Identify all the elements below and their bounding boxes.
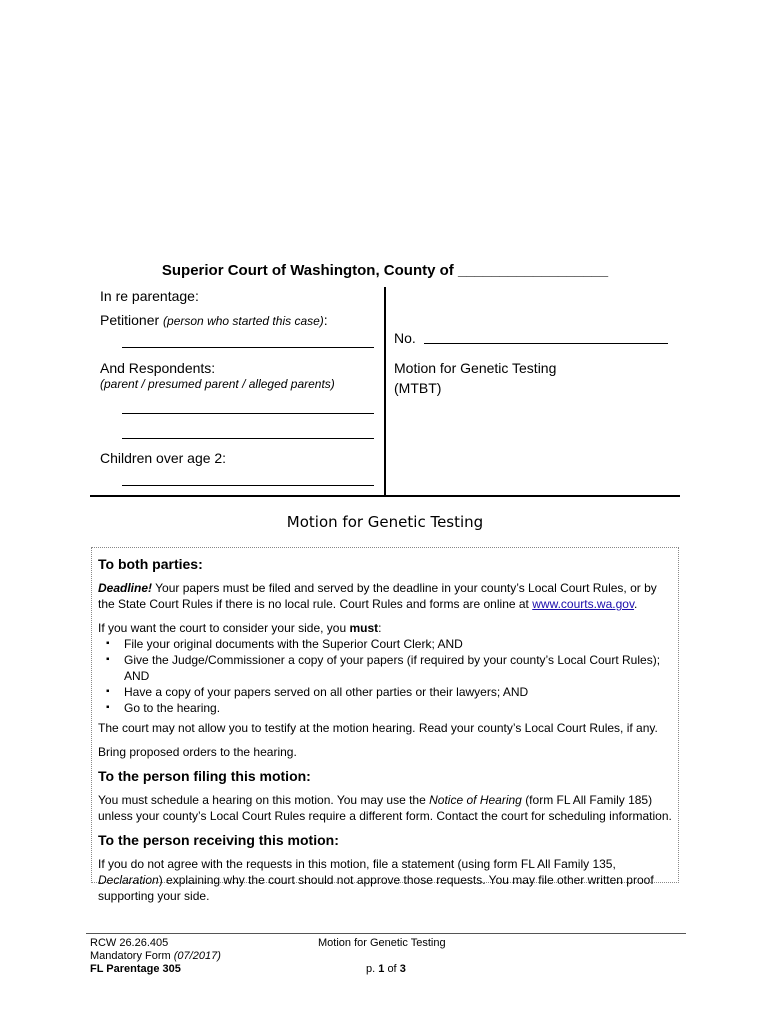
receiving-paragraph: [98, 856, 672, 904]
deadline-text: Your papers must be filed and served by the deadline in your county’s Local Court Rules, or by the State Court Rules if there is no local rule. Court Rules and forms are online at: [98, 581, 657, 611]
instructions-box: [91, 547, 679, 903]
receiving-text-a: If you do not agree with the requests in this motion, file a statement (using form FL All Family 135,: [98, 857, 616, 871]
footer-mandatory: [90, 950, 290, 963]
filing-heading: To the person filing this motion:: [98, 768, 311, 784]
orders-paragraph: Bring proposed orders to the hearing.: [98, 745, 297, 759]
deadline-end: .: [634, 597, 638, 611]
footer-mandatory-date: (07/2017): [173, 950, 221, 962]
receiving-text-b: ) explaining why the court should not approve those requests. You may file other written proof supporting your side.: [98, 873, 654, 903]
footer-form-id: FL Parentage 305: [90, 963, 181, 975]
filing-italic: Notice of Hearing: [429, 793, 522, 807]
both-parties-heading: To both parties:: [98, 556, 203, 572]
deadline-paragraph: [98, 580, 672, 612]
courts-website-link[interactable]: www.courts.wa.gov: [532, 597, 635, 611]
petitioner-name-line[interactable]: [122, 347, 374, 348]
footer-page-current: 1: [378, 963, 385, 975]
consider-must: must: [349, 621, 379, 635]
list-item: ▪ Go to the hearing.: [124, 700, 672, 716]
filing-paragraph: [98, 792, 672, 824]
caption-bottom-rule: [90, 495, 680, 497]
footer-center-title: Motion for Genetic Testing: [318, 937, 446, 949]
respondent-name-line-1[interactable]: [122, 413, 374, 414]
respondents-label: And Respondents:: [100, 360, 216, 376]
consider-text: If you want the court to consider your side, you: [98, 621, 347, 635]
consider-paragraph: [98, 620, 672, 636]
deadline-label: Deadline!: [98, 581, 153, 595]
requirements-list: [98, 636, 672, 716]
respondent-name-line-2[interactable]: [122, 438, 374, 439]
children-name-line[interactable]: [122, 485, 374, 486]
section-title: Motion for Genetic Testing: [286, 513, 484, 531]
consider-colon: :: [378, 621, 382, 635]
footer-page-number: [366, 963, 406, 976]
footer-page-prefix: p.: [366, 963, 376, 975]
footer-mandatory-label: Mandatory Form: [90, 950, 171, 962]
petitioner-colon: :: [323, 312, 328, 328]
doc-title-line-1: Motion for Genetic Testing: [394, 360, 557, 376]
list-item: ▪ Have a copy of your papers served on all other parties or their lawyers; AND: [124, 684, 672, 700]
case-number-line[interactable]: [424, 343, 668, 344]
filing-text-b: (form FL All Family 185) unless your county’s Local Court Rules require a different form. Contact the court for scheduling information.: [98, 793, 672, 823]
footer-left: [90, 937, 290, 976]
caption-vertical-divider: [384, 287, 386, 497]
case-number-label: No.: [394, 330, 416, 346]
footer-rule: [86, 933, 686, 934]
doc-title-line-2: (MTBT): [394, 380, 442, 396]
petitioner-note: (person who started this case): [163, 314, 324, 328]
footer-page-total: 3: [399, 963, 406, 975]
in-re-label: In re parentage:: [100, 288, 199, 304]
petitioner-label: [100, 312, 380, 328]
footer-page-of: of: [387, 963, 397, 975]
testify-paragraph: The court may not allow you to testify at the motion hearing. Read your county’s Local Court Rules, if any.: [98, 721, 658, 735]
children-label: Children over age 2:: [100, 450, 227, 466]
court-title: Superior Court of Washington, County of __________________: [161, 262, 609, 279]
petitioner-text: Petitioner: [100, 312, 160, 328]
respondents-note: (parent / presumed parent / alleged parents): [100, 377, 335, 391]
receiving-italic: Declaration: [98, 873, 159, 887]
filing-text-a: You must schedule a hearing on this motion. You may use the: [98, 793, 426, 807]
list-item: ▪ File your original documents with the Superior Court Clerk; AND: [124, 636, 672, 652]
receiving-heading: To the person receiving this motion:: [98, 832, 339, 848]
footer-rcw: RCW 26.26.405: [90, 937, 169, 949]
list-item: ▪ Give the Judge/Commissioner a copy of your papers (if required by your county’s Local Court Rules); AND: [124, 652, 672, 684]
